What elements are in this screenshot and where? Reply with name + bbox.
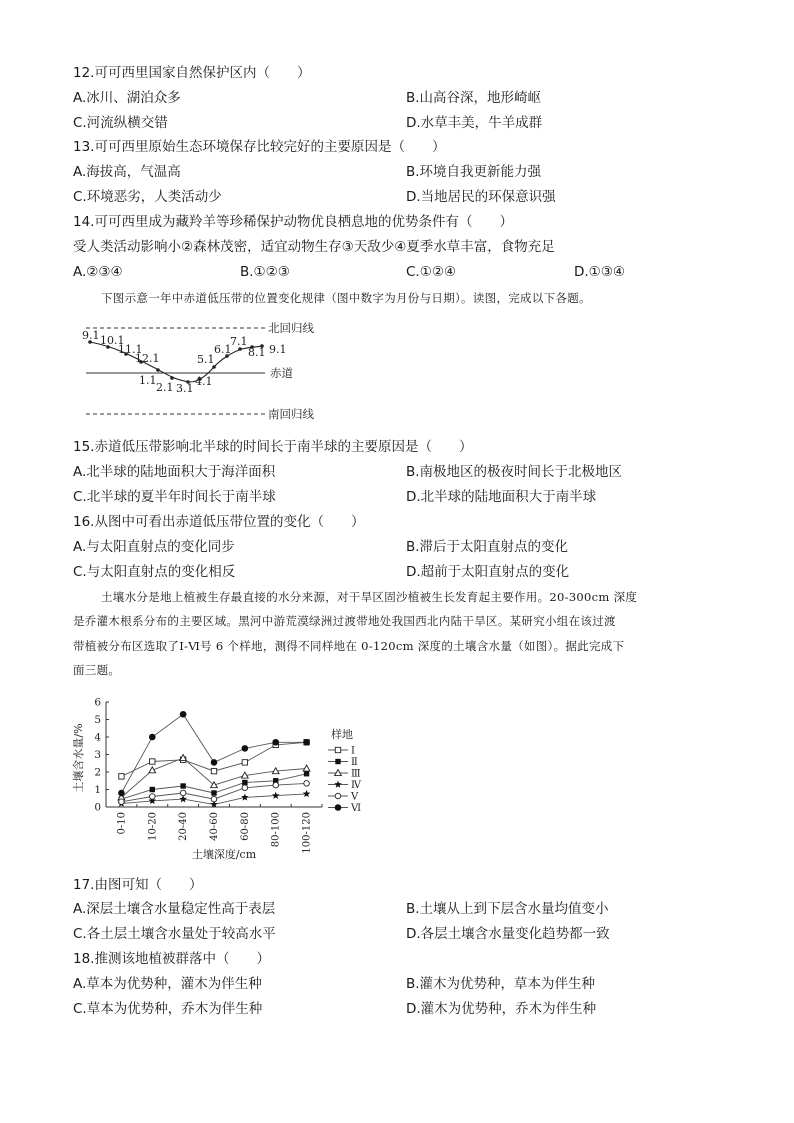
y-tick-label: 4 — [94, 731, 101, 744]
q12-option-b: B.山高谷深，地形崎岖 — [406, 90, 542, 106]
itcz-label-6-1: 6.1 — [214, 343, 232, 356]
q16-option-d: D.超前于太阳直射点的变化 — [406, 564, 570, 580]
q17-option-d: D.各层土壤含水量变化趋势都一致 — [406, 926, 610, 942]
data-point — [304, 771, 309, 776]
data-point — [242, 785, 248, 791]
data-point — [180, 790, 186, 796]
soil-moisture-chart — [68, 692, 368, 867]
data-point — [273, 782, 279, 788]
y-tick-label: 5 — [94, 714, 101, 726]
x-tick-label: 10-20 — [147, 812, 159, 841]
itcz-label-3-1: 3.1 — [176, 382, 194, 395]
data-point — [334, 781, 342, 788]
q16-stem: 16.从图中可看出赤道低压带位置的变化（ ） — [73, 514, 365, 530]
legend-label: Ⅳ — [351, 780, 361, 791]
itcz-label-7-1: 7.1 — [230, 335, 248, 348]
itcz-label-11-1: 11.1 — [118, 343, 143, 356]
itcz-label-8-1: 8.1 — [248, 346, 266, 359]
intro-itcz: 下图示意一年中赤道低压带的位置变化规律（图中数字为月份与日期）。读图，完成以下各题。 — [101, 291, 591, 305]
y-tick-label: 3 — [94, 749, 101, 761]
q13-stem: 13.可可西里原始生态环境保存比较完好的主要原因是（ ） — [73, 139, 446, 155]
itcz-point-1-1 — [156, 368, 160, 372]
y-tick-label: 6 — [94, 696, 101, 709]
data-point — [150, 787, 155, 792]
q14-conditions: 受人类活动影响小②森林茂密，适宜动物生存③天敌少④夏季水草丰富，食物充足 — [73, 239, 555, 255]
q13-option-c: C.环境恶劣，人类活动少 — [73, 189, 222, 205]
chart-series — [118, 711, 311, 808]
q16-option-c: C.与太阳直射点的变化相反 — [73, 564, 236, 580]
data-point — [303, 790, 311, 797]
itcz-label-5-1: 5.1 — [197, 353, 215, 366]
q15-option-c: C.北半球的夏半年时间长于南半球 — [73, 489, 276, 505]
q17-stem: 17.由图可知（ ） — [73, 877, 203, 893]
q15-option-a: A.北半球的陆地面积大于海洋面积 — [73, 464, 276, 480]
data-point — [211, 759, 218, 766]
data-point — [303, 765, 310, 771]
data-point — [211, 790, 216, 795]
q18-option-d: D.灌木为优势种，乔木为伴生种 — [406, 1001, 597, 1017]
data-point — [272, 739, 279, 746]
q14-option-b: B.①②③ — [240, 264, 290, 280]
legend-label: Ⅲ — [351, 768, 361, 780]
data-point — [118, 790, 125, 797]
intro-soil-line-4: 面三题。 — [73, 663, 121, 677]
itcz-diagram — [80, 318, 340, 428]
chart-legend — [328, 727, 362, 814]
tropic-of-cancer-label: 北回归线 — [268, 321, 314, 335]
data-point — [150, 759, 155, 764]
data-point — [242, 780, 247, 785]
q17-option-c: C.各土层土壤含水量处于较高水平 — [73, 926, 276, 942]
itcz-path — [90, 342, 262, 382]
data-point — [303, 739, 310, 746]
itcz-label-1-1: 1.1 — [139, 374, 157, 387]
data-point — [335, 793, 341, 799]
q15-stem: 15.赤道低压带影响北半球的时间长于南半球的主要原因是（ ） — [73, 439, 473, 455]
intro-soil-line-1: 土壤水分是地上植被生存最直接的水分来源，对干旱区固沙植被生长发育起主要作用。20-300cm 深度 — [101, 590, 638, 604]
x-tick-label: 100-120 — [301, 812, 313, 854]
y-tick-label: 0 — [94, 801, 101, 814]
q16-option-b: B.滞后于太阳直射点的变化 — [406, 539, 569, 555]
y-tick-label: 1 — [94, 784, 101, 796]
itcz-label-2-1: 2.1 — [156, 381, 174, 394]
itcz-label-9-1a: 9.1 — [82, 329, 100, 342]
q15-option-b: B.南极地区的极夜时间长于北极地区 — [406, 464, 623, 480]
q18-option-c: C.草本为优势种，乔木为伴生种 — [73, 1001, 263, 1017]
data-point — [149, 734, 156, 741]
q15-option-d: D.北半球的陆地面积大于南半球 — [406, 489, 597, 505]
itcz-label-12-1: 12.1 — [135, 352, 160, 365]
data-point — [211, 796, 217, 802]
legend-title: 样地 — [331, 728, 353, 741]
data-point — [180, 711, 187, 718]
x-tick-label: 60-80 — [239, 812, 251, 841]
data-point — [242, 760, 247, 765]
q12-option-a: A.冰川、湖泊众多 — [73, 90, 181, 106]
data-point — [304, 781, 310, 787]
data-point — [149, 767, 156, 773]
data-point — [119, 799, 125, 805]
q14-option-a: A.②③④ — [73, 264, 123, 280]
q16-option-a: A.与太阳直射点的变化同步 — [73, 539, 235, 555]
y-tick-label: 2 — [94, 766, 101, 779]
data-point — [149, 794, 155, 800]
legend-label: Ⅴ — [351, 791, 359, 803]
chart-axes — [94, 697, 322, 854]
q18-option-a: A.草本为优势种，灌木为伴生种 — [73, 976, 262, 992]
data-point — [335, 759, 340, 764]
intro-soil-line-3: 带植被分布区选取了Ⅰ-Ⅵ号 6 个样地，测得不同样地在 0-120cm 深度的土壤含水量（如图）。据此完成下 — [73, 639, 625, 653]
intro-soil-line-2: 是乔灌木根系分布的主要区域。黑河中游荒漠绿洲过渡带地处我国西北内陆干旱区。某研究小组在该过渡 — [73, 614, 616, 628]
y-axis-label: 土壤含水量/% — [72, 723, 85, 793]
q12-stem: 12.可可西里国家自然保护区内（ ） — [73, 65, 311, 81]
legend-label: Ⅵ — [351, 803, 362, 814]
x-tick-label: 20-40 — [178, 812, 190, 841]
q13-option-b: B.环境自我更新能力强 — [406, 164, 542, 180]
data-point — [211, 768, 216, 773]
tropic-of-capricorn-label: 南回归线 — [268, 407, 314, 421]
q14-option-d: D.①③④ — [574, 264, 625, 280]
itcz-label-10-1: 10.1 — [100, 334, 125, 347]
data-point — [272, 792, 280, 799]
legend-label: Ⅱ — [351, 757, 358, 768]
itcz-point-2-1 — [170, 376, 174, 380]
q13-option-d: D.当地居民的环保意识强 — [406, 189, 556, 205]
x-tick-label: 0-10 — [116, 812, 128, 835]
data-point — [119, 774, 124, 779]
data-point — [180, 783, 185, 788]
x-tick-label: 40-60 — [209, 812, 220, 841]
data-point — [241, 793, 249, 800]
data-point — [242, 745, 249, 752]
q12-option-c: C.河流纵横交错 — [73, 115, 168, 131]
q18-option-b: B.灌木为优势种，草本为伴生种 — [406, 976, 596, 992]
data-point — [335, 747, 340, 752]
itcz-label-9-1b: 9.1 — [269, 343, 287, 356]
legend-label: Ⅰ — [351, 745, 355, 757]
data-point — [335, 804, 342, 811]
q13-option-a: A.海拔高，气温高 — [73, 164, 181, 180]
q18-stem: 18.推测该地植被群落中（ ） — [73, 951, 270, 967]
q17-option-b: B.土壤从上到下层含水量均值变小 — [406, 901, 609, 917]
q14-stem: 14.可可西里成为藏羚羊等珍稀保护动物优良栖息地的优势条件有（ ） — [73, 214, 513, 230]
x-axis-label: 土壤深度/cm — [191, 848, 257, 861]
q14-option-c: C.①②④ — [406, 264, 457, 280]
itcz-label-4-1: 4.1 — [195, 375, 213, 388]
q12-option-d: D.水草丰美，牛羊成群 — [406, 115, 543, 131]
q17-option-a: A.深层土壤含水量稳定性高于表层 — [73, 901, 276, 917]
x-tick-label: 80-100 — [270, 812, 282, 848]
equator-label: 赤道 — [270, 366, 293, 380]
